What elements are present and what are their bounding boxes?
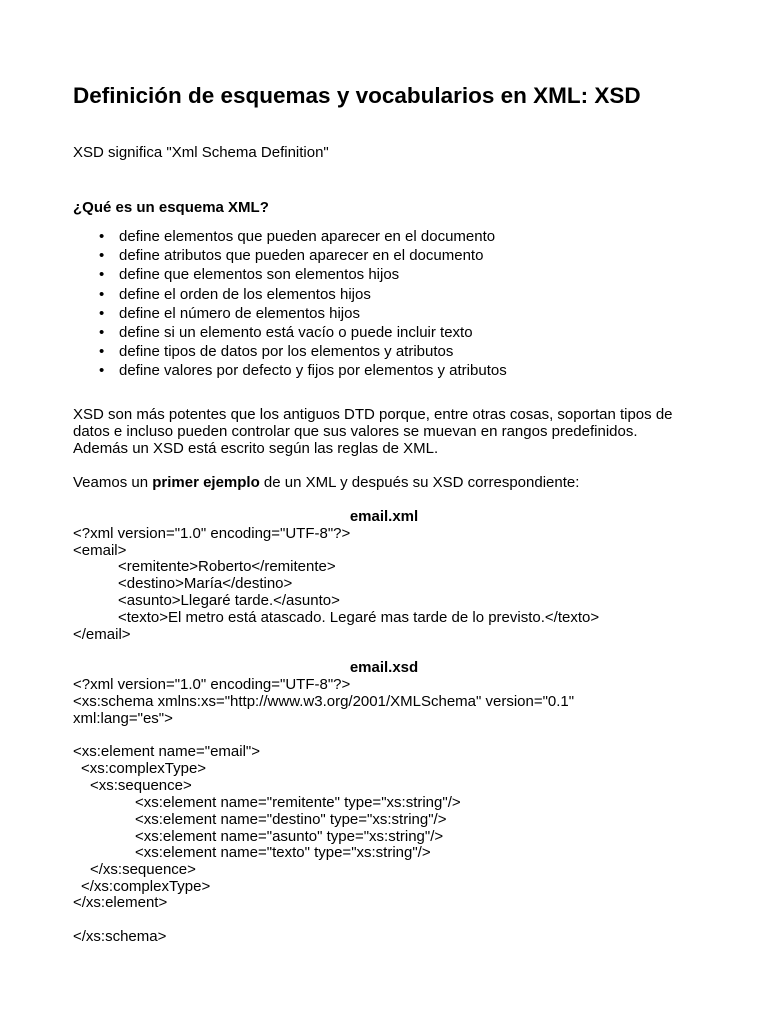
section-question: ¿Qué es un esquema XML? <box>73 199 269 216</box>
list-item: • define el orden de los elementos hijos <box>73 285 507 304</box>
xml-example-heading: email.xml <box>349 508 419 525</box>
code-line: <email> <box>73 542 127 559</box>
code-line: xml:lang="es"> <box>73 710 173 727</box>
example-intro-before: Veamos un <box>73 474 153 491</box>
paragraph-line: Además un XSD está escrito según las reglas de XML. <box>73 440 439 457</box>
code-line: <xs:element name="remitente" type="xs:string"/> <box>135 794 461 811</box>
feature-list <box>73 227 507 381</box>
code-line: </xs:schema> <box>73 928 167 945</box>
code-line: <xs:element name="email"> <box>73 743 260 760</box>
code-line: </xs:sequence> <box>90 861 196 878</box>
code-line: <asunto>Llegaré tarde.</asunto> <box>118 592 340 609</box>
page-title: Definición de esquemas y vocabularios en XML: XSD <box>73 83 641 108</box>
code-line: <xs:complexType> <box>81 760 207 777</box>
paragraph-line: datos e incluso pueden controlar que sus valores se muevan en rangos predefinidos. <box>73 423 638 440</box>
example-intro-bold: primer ejemplo <box>152 474 260 491</box>
code-line: </email> <box>73 626 131 643</box>
list-item: • define el número de elementos hijos <box>73 304 507 323</box>
code-line: </xs:complexType> <box>81 878 211 895</box>
list-item: • define elementos que pueden aparecer en el documento <box>73 227 507 246</box>
intro-text: XSD significa "Xml Schema Definition" <box>73 144 329 161</box>
example-intro <box>73 474 579 491</box>
code-line: </xs:element> <box>73 894 168 911</box>
code-line: <remitente>Roberto</remitente> <box>118 558 336 575</box>
code-line: <xs:sequence> <box>90 777 192 794</box>
code-line: <xs:element name="asunto" type="xs:string"/> <box>135 828 444 845</box>
code-line: <xs:element name="destino" type="xs:string"/> <box>135 811 447 828</box>
code-line: <?xml version="1.0" encoding="UTF-8"?> <box>73 525 351 542</box>
code-line: <texto>El metro está atascado. Legaré mas tarde de lo previsto.</texto> <box>118 609 600 626</box>
code-line: <xs:element name="texto" type="xs:string"/> <box>135 844 431 861</box>
paragraph-line: XSD son más potentes que los antiguos DTD porque, entre otras cosas, soportan tipos de <box>73 406 673 423</box>
list-item: • define si un elemento está vacío o puede incluir texto <box>73 323 507 342</box>
list-item: • define atributos que pueden aparecer en el documento <box>73 246 507 265</box>
xsd-example-heading: email.xsd <box>349 659 419 676</box>
code-line: <?xml version="1.0" encoding="UTF-8"?> <box>73 676 351 693</box>
example-intro-after: de un XML y después su XSD correspondiente: <box>259 474 580 491</box>
description-paragraph <box>73 406 713 457</box>
code-line: <destino>María</destino> <box>118 575 293 592</box>
list-item: • define que elementos son elementos hijos <box>73 265 507 284</box>
list-item: • define tipos de datos por los elementos y atributos <box>73 342 507 361</box>
list-item: • define valores por defecto y fijos por elementos y atributos <box>73 361 507 380</box>
code-line: <xs:schema xmlns:xs="http://www.w3.org/2001/XMLSchema" version="0.1" <box>73 693 575 710</box>
